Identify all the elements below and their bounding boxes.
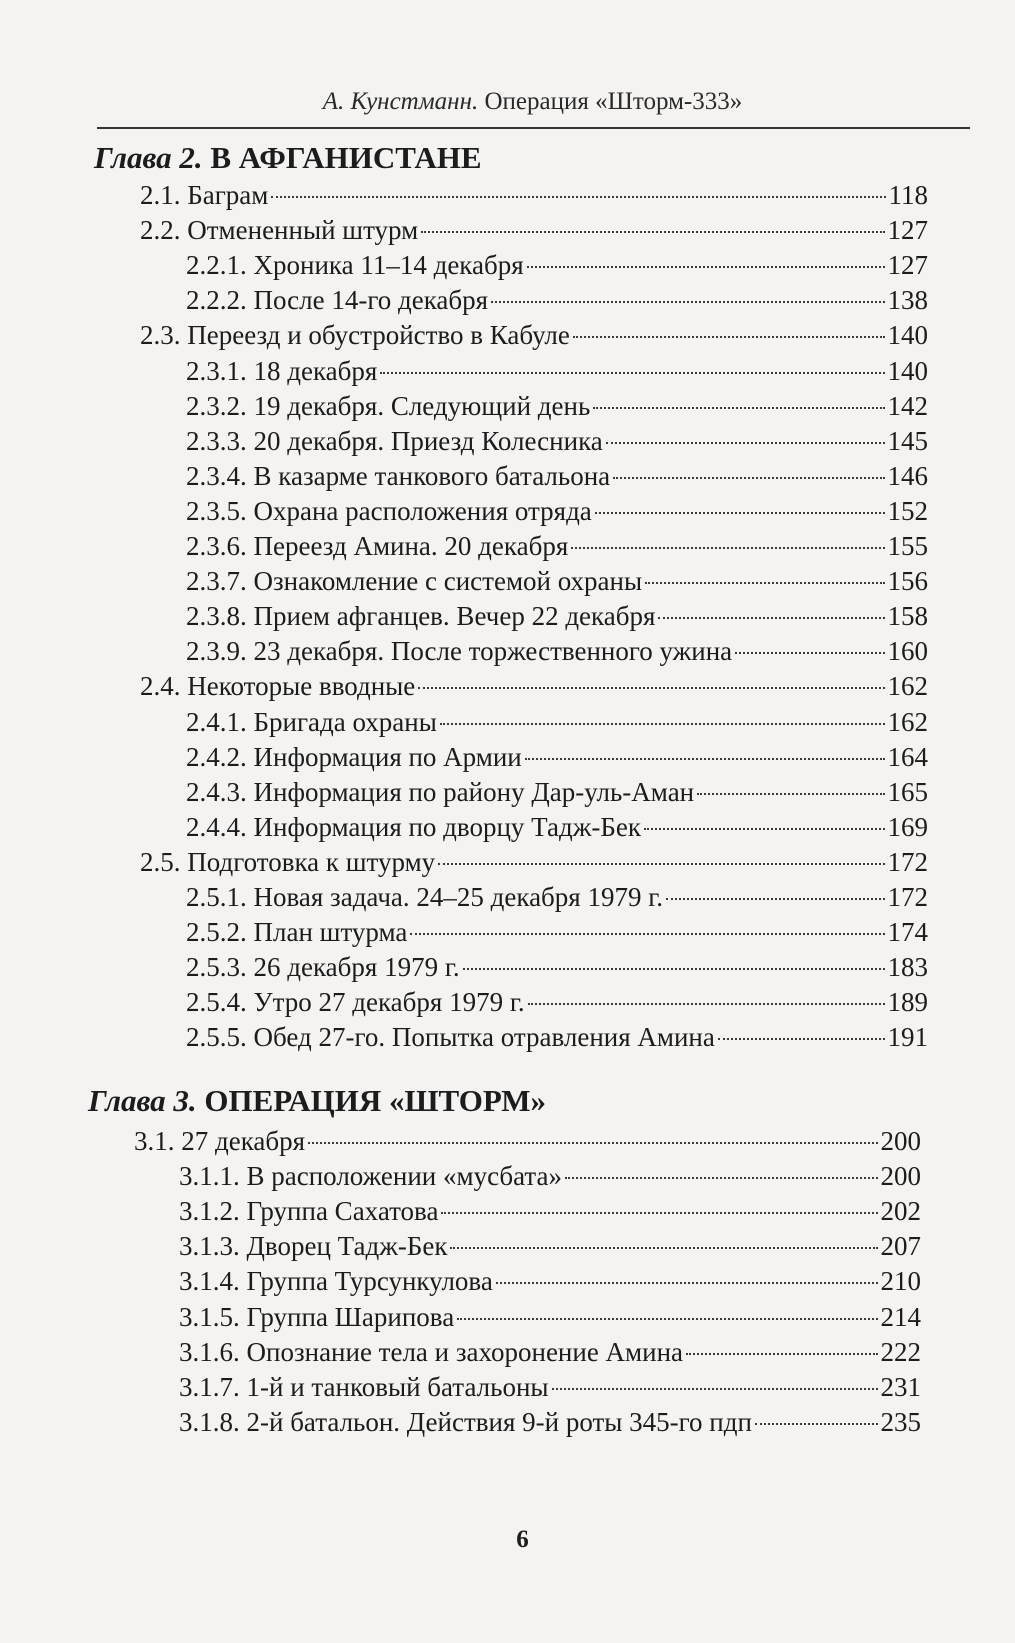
dot-leader [755,1423,878,1425]
dot-leader [496,1282,878,1284]
dot-leader [527,266,885,268]
toc-entry-page: 162 [887,671,928,702]
dot-leader [441,1212,877,1214]
toc-entry-title: 2.1. Баграм [140,180,269,210]
toc-entry-title: 2.3. Переезд и обустройство в Кабуле [140,320,570,351]
toc-entry-title: 2.5.1. Новая задача. 24–25 декабря 1979 г. [186,882,663,912]
dot-leader [573,336,885,338]
running-head-title: Операция «Шторм-333» [484,88,743,115]
chapter-heading [94,140,482,176]
toc-entry [140,669,928,703]
dot-leader [718,1038,885,1040]
toc-entry-title: 3.1.3. Дворец Тадж-Бек [179,1231,448,1262]
page-number: 6 [516,1526,529,1553]
toc-entry [186,810,928,844]
toc-entry-page: 140 [887,320,928,351]
dot-leader [658,617,884,619]
toc-entry-title: 2.5.3. 26 декабря 1979 г. [186,952,460,983]
toc-entry-page: 235 [880,1406,921,1437]
toc-entry-page: 160 [887,636,928,667]
toc-entry [186,1020,928,1054]
toc-entry-page: 231 [880,1371,921,1402]
toc-entry-page: 172 [887,846,928,877]
toc-entry [134,1124,921,1158]
toc-entry-page: 162 [887,706,928,737]
toc-entry-title: 2.5.4. Утро 27 декабря 1979 г. [186,987,525,1018]
toc-entry [186,740,928,774]
toc-entry-title: 3.1.1. В расположении «мусбата» [179,1161,563,1192]
toc-entry [186,985,928,1019]
dot-leader [380,372,884,374]
toc-entry-title: 2.3.1. 18 декабря [186,355,378,386]
dot-leader [308,1142,877,1144]
toc-entry-title: 2.5. Подготовка к штурму [140,846,436,877]
toc-entry-title: 3.1.2. Группа Сахатова [179,1196,439,1227]
dot-leader [528,1003,885,1005]
toc-entry [179,1229,921,1263]
chapter-label: Глава 3. [88,1083,197,1118]
toc-entry [186,634,928,668]
toc-entry-page: 138 [887,285,928,316]
toc-entry [186,283,928,317]
running-head-author: А. Кунстманн. [322,88,479,115]
dot-leader [450,1247,877,1249]
toc-entry-title: 2.3.5. Охрана расположения отряда [186,495,592,526]
toc-entry-page: 189 [887,987,928,1018]
dot-leader [410,933,884,935]
toc-entry-title: 2.3.6. Переезд Амина. 20 декабря [186,531,569,561]
dot-leader [457,1318,877,1320]
toc-entry-page: 222 [880,1336,921,1367]
toc-entry [179,1300,921,1334]
toc-entry-page: 200 [880,1161,921,1192]
dot-leader [666,898,885,900]
toc-entry [186,950,928,984]
toc-entry-title: 2.4.4. Информация по дворцу Тадж-Бек [186,811,641,842]
toc-entry [179,1264,921,1298]
toc-entry [179,1405,921,1439]
toc-entry-page: 207 [880,1231,921,1262]
toc-entry [179,1370,921,1404]
chapter-heading [88,1083,546,1119]
dot-leader [571,547,884,549]
toc-entry [186,564,928,598]
toc-entry-title: 3.1. 27 декабря [134,1126,306,1156]
header-rule [97,127,970,129]
dot-leader [418,687,884,689]
toc-entry [179,1335,921,1369]
toc-entry [179,1194,921,1228]
dot-leader [421,231,884,233]
toc-entry-title: 2.4. Некоторые вводные [140,671,416,702]
toc-entry [186,424,928,458]
toc-entry-title: 2.2.2. После 14-го декабря [186,285,489,316]
dot-leader [686,1353,877,1355]
toc-entry-title: 2.4.1. Бригада охраны [186,706,437,737]
toc-entry [186,599,928,633]
toc-entry-title: 3.1.7. 1-й и танковый батальоны [179,1371,549,1402]
toc-entry-title: 2.3.7. Ознакомление с системой охраны [186,566,643,597]
chapter-title: В АФГАНИСТАНЕ [210,140,482,175]
dot-leader [525,758,885,760]
toc-entry-page: 142 [887,390,928,421]
toc-entry-page: 146 [887,460,928,491]
toc-entry [186,880,928,914]
toc-entry-title: 2.3.9. 23 декабря. После торжественного ужина [186,636,733,667]
toc-entry-title: 3.1.6. Опознание тела и захоронение Амина [179,1336,684,1367]
toc-entry [140,213,928,247]
toc-entry-title: 2.4.2. Информация по Армии [186,741,522,772]
chapter-label: Глава 2. [94,140,203,175]
dot-leader [595,512,885,514]
toc-entry-title: 2.3.3. 20 декабря. Приезд Колесника [186,425,603,456]
toc-entry-page: 172 [887,882,928,912]
toc-entry [186,705,928,739]
toc-entry [186,459,928,493]
toc-entry-title: 2.5.2. План штурма [186,917,408,948]
dot-leader [606,442,885,444]
toc-entry-title: 2.3.8. Прием афганцев. Вечер 22 декабря [186,601,656,632]
toc-entry-page: 210 [880,1266,921,1297]
toc-entry [186,529,928,563]
toc-entry-title: 2.2.1. Хроника 11–14 декабря [186,250,524,281]
dot-leader [440,723,885,725]
toc-entry-title: 2.5.5. Обед 27-го. Попытка отравления Амина [186,1022,715,1053]
dot-leader [735,652,884,654]
toc-entry [140,845,928,879]
toc-entry-page: 214 [880,1301,921,1332]
toc-entry [186,775,928,809]
toc-entry [186,494,928,528]
toc-entry-page: 169 [887,811,928,842]
toc-entry-page: 155 [887,531,928,561]
dot-leader [645,582,884,584]
toc-entry-title: 2.3.4. В казарме танкового батальона [186,460,611,491]
toc-entry-page: 158 [887,601,928,632]
toc-entry-page: 200 [880,1126,921,1156]
toc-entry-page: 145 [887,425,928,456]
toc-entry [140,178,928,212]
toc-entry-page: 127 [887,250,928,281]
dot-leader [644,828,885,830]
toc-entry [186,915,928,949]
dot-leader [552,1388,878,1390]
toc-entry-title: 2.3.2. 19 декабря. Следующий день [186,390,591,421]
toc-entry-title: 3.1.5. Группа Шарипова [179,1301,455,1332]
toc-entry-page: 183 [887,952,928,983]
toc-entry-page: 164 [887,741,928,772]
toc-entry-page: 140 [887,355,928,386]
toc-entry [179,1159,921,1193]
dot-leader [697,793,884,795]
toc-entry-page: 118 [888,180,928,210]
toc-entry [186,389,928,423]
toc-entry-page: 191 [887,1022,928,1053]
running-head [95,88,970,116]
toc-entry-page: 174 [887,917,928,948]
toc-entry-page: 152 [887,495,928,526]
toc-entry [186,354,928,388]
toc-entry-page: 202 [880,1196,921,1227]
toc-entry [140,318,928,352]
toc-entry-page: 127 [887,215,928,246]
dot-leader [593,407,884,409]
dot-leader [565,1177,877,1179]
toc-entry-title: 3.1.4. Группа Турсункулова [179,1266,493,1297]
dot-leader [438,863,884,865]
toc-entry-page: 156 [887,566,928,597]
toc-entry [186,248,928,282]
dot-leader [613,477,884,479]
toc-entry-page: 165 [887,776,928,807]
toc-entry-title: 2.2. Отмененный штурм [140,215,419,246]
chapter-title: ОПЕРАЦИЯ «ШТОРМ» [204,1083,547,1118]
dot-leader [463,968,885,970]
toc-entry-title: 3.1.8. 2-й батальон. Действия 9-й роты 345-го пдп [179,1406,752,1437]
dot-leader [491,301,884,303]
dot-leader [271,196,885,198]
toc-entry-title: 2.4.3. Информация по району Дар-уль-Аман [186,776,695,807]
